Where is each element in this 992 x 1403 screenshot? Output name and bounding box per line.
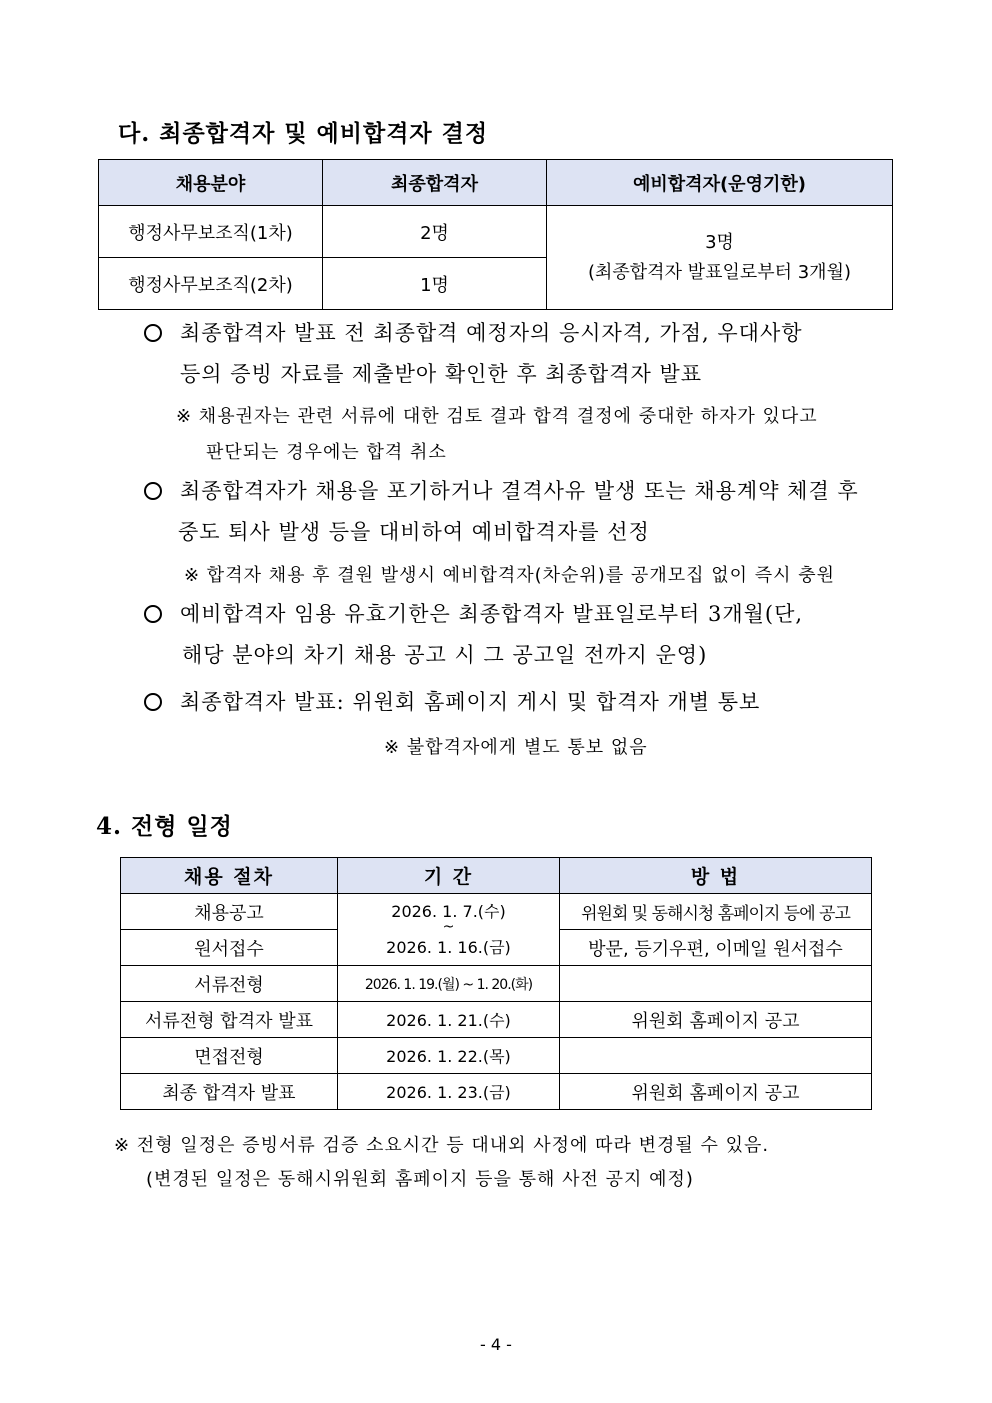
bullet-item — [144, 470, 859, 512]
cell-final: 2명 — [323, 206, 547, 258]
circle-bullet-icon — [144, 693, 162, 711]
cell-period: 2026. 1. 23.(금) — [338, 1074, 560, 1110]
cell-step: 서류전형 합격자 발표 — [121, 1002, 338, 1038]
bullet-item — [144, 312, 803, 354]
header-period: 기 간 — [338, 858, 560, 894]
cell-step: 최종 합격자 발표 — [121, 1074, 338, 1110]
cell-step: 서류전형 — [121, 966, 338, 1002]
table-row — [121, 1002, 872, 1038]
cell-step: 채용공고 — [121, 894, 338, 930]
cell-method: 위원회 및 동해시청 홈페이지 등에 공고 — [560, 894, 872, 930]
bullet-text: 최종합격자 발표 전 최종합격 예정자의 응시자격, 가점, 우대사항 — [180, 321, 803, 345]
bullet-text: 예비합격자 임용 유효기한은 최종합격자 발표일로부터 3개월(단, — [180, 602, 804, 626]
cell-step: 원서접수 — [121, 930, 338, 966]
period-tilde: ~ — [442, 918, 455, 935]
cell-method — [560, 966, 872, 1002]
circle-bullet-icon — [144, 482, 162, 500]
circle-bullet-icon — [144, 324, 162, 342]
reserve-period: (최종합격자 발표일로부터 3개월) — [588, 261, 851, 283]
bullet-text-continued: 등의 증빙 자료를 제출받아 확인한 후 최종합격자 발표 — [180, 362, 703, 386]
table-header-row — [121, 858, 872, 894]
cell-method — [560, 1038, 872, 1074]
cell-period: 2026. 1. 21.(수) — [338, 1002, 560, 1038]
table-row — [121, 894, 872, 930]
final-candidates-table — [98, 159, 893, 310]
table-row — [121, 1038, 872, 1074]
circle-bullet-icon — [144, 605, 162, 623]
cell-field: 행정사무보조직(1차) — [99, 206, 323, 258]
note: ※ 불합격자에게 별도 통보 없음 — [384, 737, 648, 758]
reserve-count: 3명 — [705, 231, 734, 253]
table-row — [99, 206, 893, 258]
header-reserve: 예비합격자(운영기한) — [547, 160, 893, 206]
schedule-footnote: ※ 전형 일정은 증빙서류 검증 소요시간 등 대내외 사정에 따라 변경될 수 있음. — [114, 1135, 770, 1156]
cell-period-merged — [338, 894, 560, 966]
note-continued: 판단되는 경우에는 합격 취소 — [206, 442, 447, 463]
bullet-item — [144, 681, 760, 723]
note: ※ 채용권자는 관련 서류에 대한 검토 결과 합격 결정에 중대한 하자가 있다고 — [176, 406, 818, 427]
bullet-text: 최종합격자 발표: 위원회 홈페이지 게시 및 합격자 개별 통보 — [180, 690, 761, 714]
cell-method: 위원회 홈페이지 공고 — [560, 1074, 872, 1110]
schedule-footnote-continued: (변경된 일정은 동해시위원회 홈페이지 등을 통해 사전 공지 예정) — [146, 1169, 694, 1190]
cell-final: 1명 — [323, 258, 547, 310]
bullet-text-continued: 해당 분야의 차기 채용 공고 시 그 공고일 전까지 운영) — [182, 643, 708, 667]
table-header-row — [99, 160, 893, 206]
bullet-item — [144, 593, 803, 635]
header-final: 최종합격자 — [323, 160, 547, 206]
cell-method: 위원회 홈페이지 공고 — [560, 1002, 872, 1038]
period-start: 2026. 1. 7.(수) — [391, 901, 506, 921]
table-row — [121, 966, 872, 1002]
note: ※ 합격자 채용 후 결원 발생시 예비합격자(차순위)를 공개모집 없이 즉시 충원 — [184, 565, 835, 586]
cell-period: 2026. 1. 19.(월) ~ 1. 20.(화) — [338, 966, 560, 1002]
header-step: 채용 절차 — [121, 858, 338, 894]
cell-step: 면접전형 — [121, 1038, 338, 1074]
header-field: 채용분야 — [99, 160, 323, 206]
page-number: - 4 - — [480, 1335, 512, 1354]
table-row — [121, 1074, 872, 1110]
cell-method: 방문, 등기우편, 이메일 원서접수 — [560, 930, 872, 966]
bullet-text: 최종합격자가 채용을 포기하거나 결격사유 발생 또는 채용계약 체결 후 — [180, 479, 859, 503]
bullet-text-continued: 중도 퇴사 발생 등을 대비하여 예비합격자를 선정 — [178, 520, 650, 544]
section-heading-c: 다. 최종합격자 및 예비합격자 결정 — [118, 120, 489, 147]
schedule-table — [120, 857, 872, 1110]
cell-period: 2026. 1. 22.(목) — [338, 1038, 560, 1074]
cell-reserve — [547, 206, 893, 310]
header-method: 방 법 — [560, 858, 872, 894]
period-end: 2026. 1. 16.(금) — [386, 937, 511, 957]
section-heading-4: 4. 전형 일정 — [96, 813, 233, 840]
cell-field: 행정사무보조직(2차) — [99, 258, 323, 310]
